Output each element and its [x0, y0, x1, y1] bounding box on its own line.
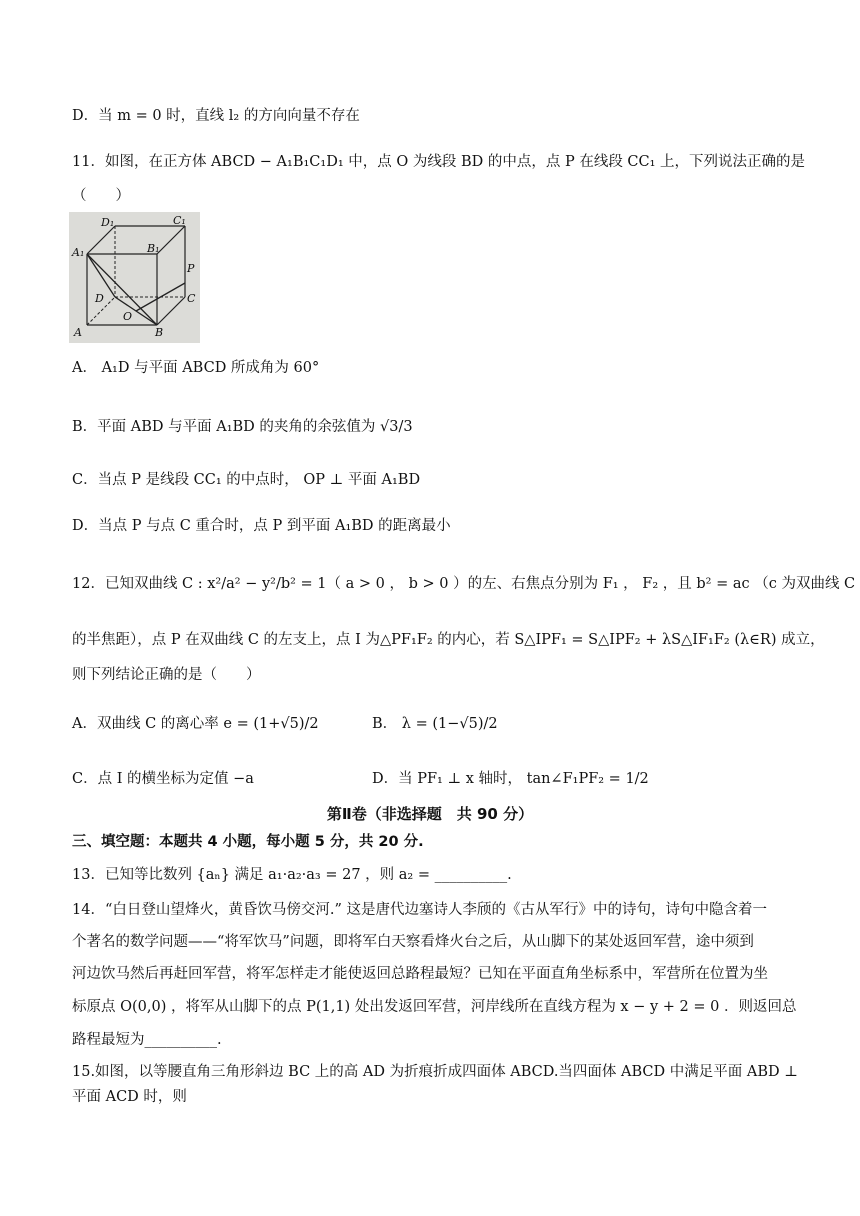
option-a-q11: A． A₁D 与平面 ABCD 所成角为 60°	[72, 360, 320, 376]
label-c1: C₁	[173, 214, 186, 227]
label-o: O	[123, 310, 133, 323]
option-d-q12: D．当 PF₁ ⊥ x 轴时， tan∠F₁PF₂ = 1/2	[372, 771, 649, 787]
question-14-line-1: 14．“白日登山望烽火，黄昏饮马傍交河.” 这是唐代边塞诗人李颀的《古从军行》中的诗句，诗句中隐含着一	[72, 902, 767, 918]
question-14-line-5: 路程最短为__________.	[72, 1032, 222, 1048]
option-c-q11: C．当点 P 是线段 CC₁ 的中点时， OP ⊥ 平面 A₁BD	[72, 472, 421, 488]
label-a1: A₁	[72, 246, 85, 259]
label-d1: D₁	[101, 216, 115, 229]
option-b-q11: B．平面 ABD 与平面 A₁BD 的夹角的余弦值为 √3/3	[72, 419, 413, 435]
question-12-stem: 12．已知双曲线 C : x²/a² − y²/b² = 1（ a > 0 ， b > 0 ）的左、右焦点分别为 F₁ ， F₂ ，且 b² = ac （c 为双曲线 C	[72, 576, 856, 592]
question-14-line-2: 个著名的数学问题——“将军饮马”问题，即将军白天察看烽火台之后，从山脚下的某处返回军营，途中须到	[72, 934, 754, 950]
option-d-line-q10: D．当 m = 0 时，直线 l₂ 的方向向量不存在	[72, 108, 360, 124]
option-a-q12: A．双曲线 C 的离心率 e = (1+√5)/2	[72, 716, 319, 732]
fill-in-section-heading: 三、填空题：本题共 4 小题，每小题 5 分，共 20 分.	[72, 834, 424, 850]
question-15-line-2: 平面 ACD 时，则	[72, 1089, 187, 1105]
question-14-line-4: 标原点 O(0,0) ，将军从山脚下的点 P(1,1) 处出发返回军营，河岸线所在直线方程为 x − y + 2 = 0 ．则返回总	[72, 999, 797, 1015]
label-a: A	[74, 326, 82, 339]
label-d: D	[95, 292, 104, 305]
question-15-line-1: 15.如图，以等腰直角三角形斜边 BC 上的高 AD 为折痕折成四面体 ABCD.当四面体 ABCD 中满足平面 ABD ⊥	[72, 1064, 798, 1080]
label-b1: B₁	[147, 242, 160, 255]
cube-figure	[69, 212, 200, 343]
part-2-title: 第Ⅱ卷（非选择题 共 90 分）	[326, 805, 534, 823]
label-p: P	[187, 262, 195, 275]
option-d-q11: D．当点 P 与点 C 重合时，点 P 到平面 A₁BD 的距离最小	[72, 518, 451, 534]
label-b: B	[155, 326, 164, 339]
question-13: 13．已知等比数列 {aₙ} 满足 a₁·a₂·a₃ = 27 ，则 a₂ = __________.	[72, 867, 512, 883]
question-14-line-3: 河边饮马然后再赶回军营，将军怎样走才能使返回总路程最短？已知在平面直角坐标系中，军营所在位置为坐	[72, 966, 768, 982]
question-11-stem: 11．如图，在正方体 ABCD − A₁B₁C₁D₁ 中，点 O 为线段 BD 的中点，点 P 在线段 CC₁ 上，下列说法正确的是	[72, 154, 806, 170]
label-c: C	[187, 292, 196, 305]
option-c-q12: C．点 I 的横坐标为定值 −a	[72, 771, 254, 787]
option-b-q12: B． λ = (1−√5)/2	[372, 716, 498, 732]
question-11-answer-bracket: （ ）	[72, 188, 130, 204]
question-12-prompt: 则下列结论正确的是（ ）	[72, 667, 261, 683]
question-12-stem-continued: 的半焦距），点 P 在双曲线 C 的左支上，点 I 为△PF₁F₂ 的内心，若 S△IPF₁ = S△IPF₂ + λS△IF₁F₂ (λ∈R) 成立，	[72, 632, 825, 648]
